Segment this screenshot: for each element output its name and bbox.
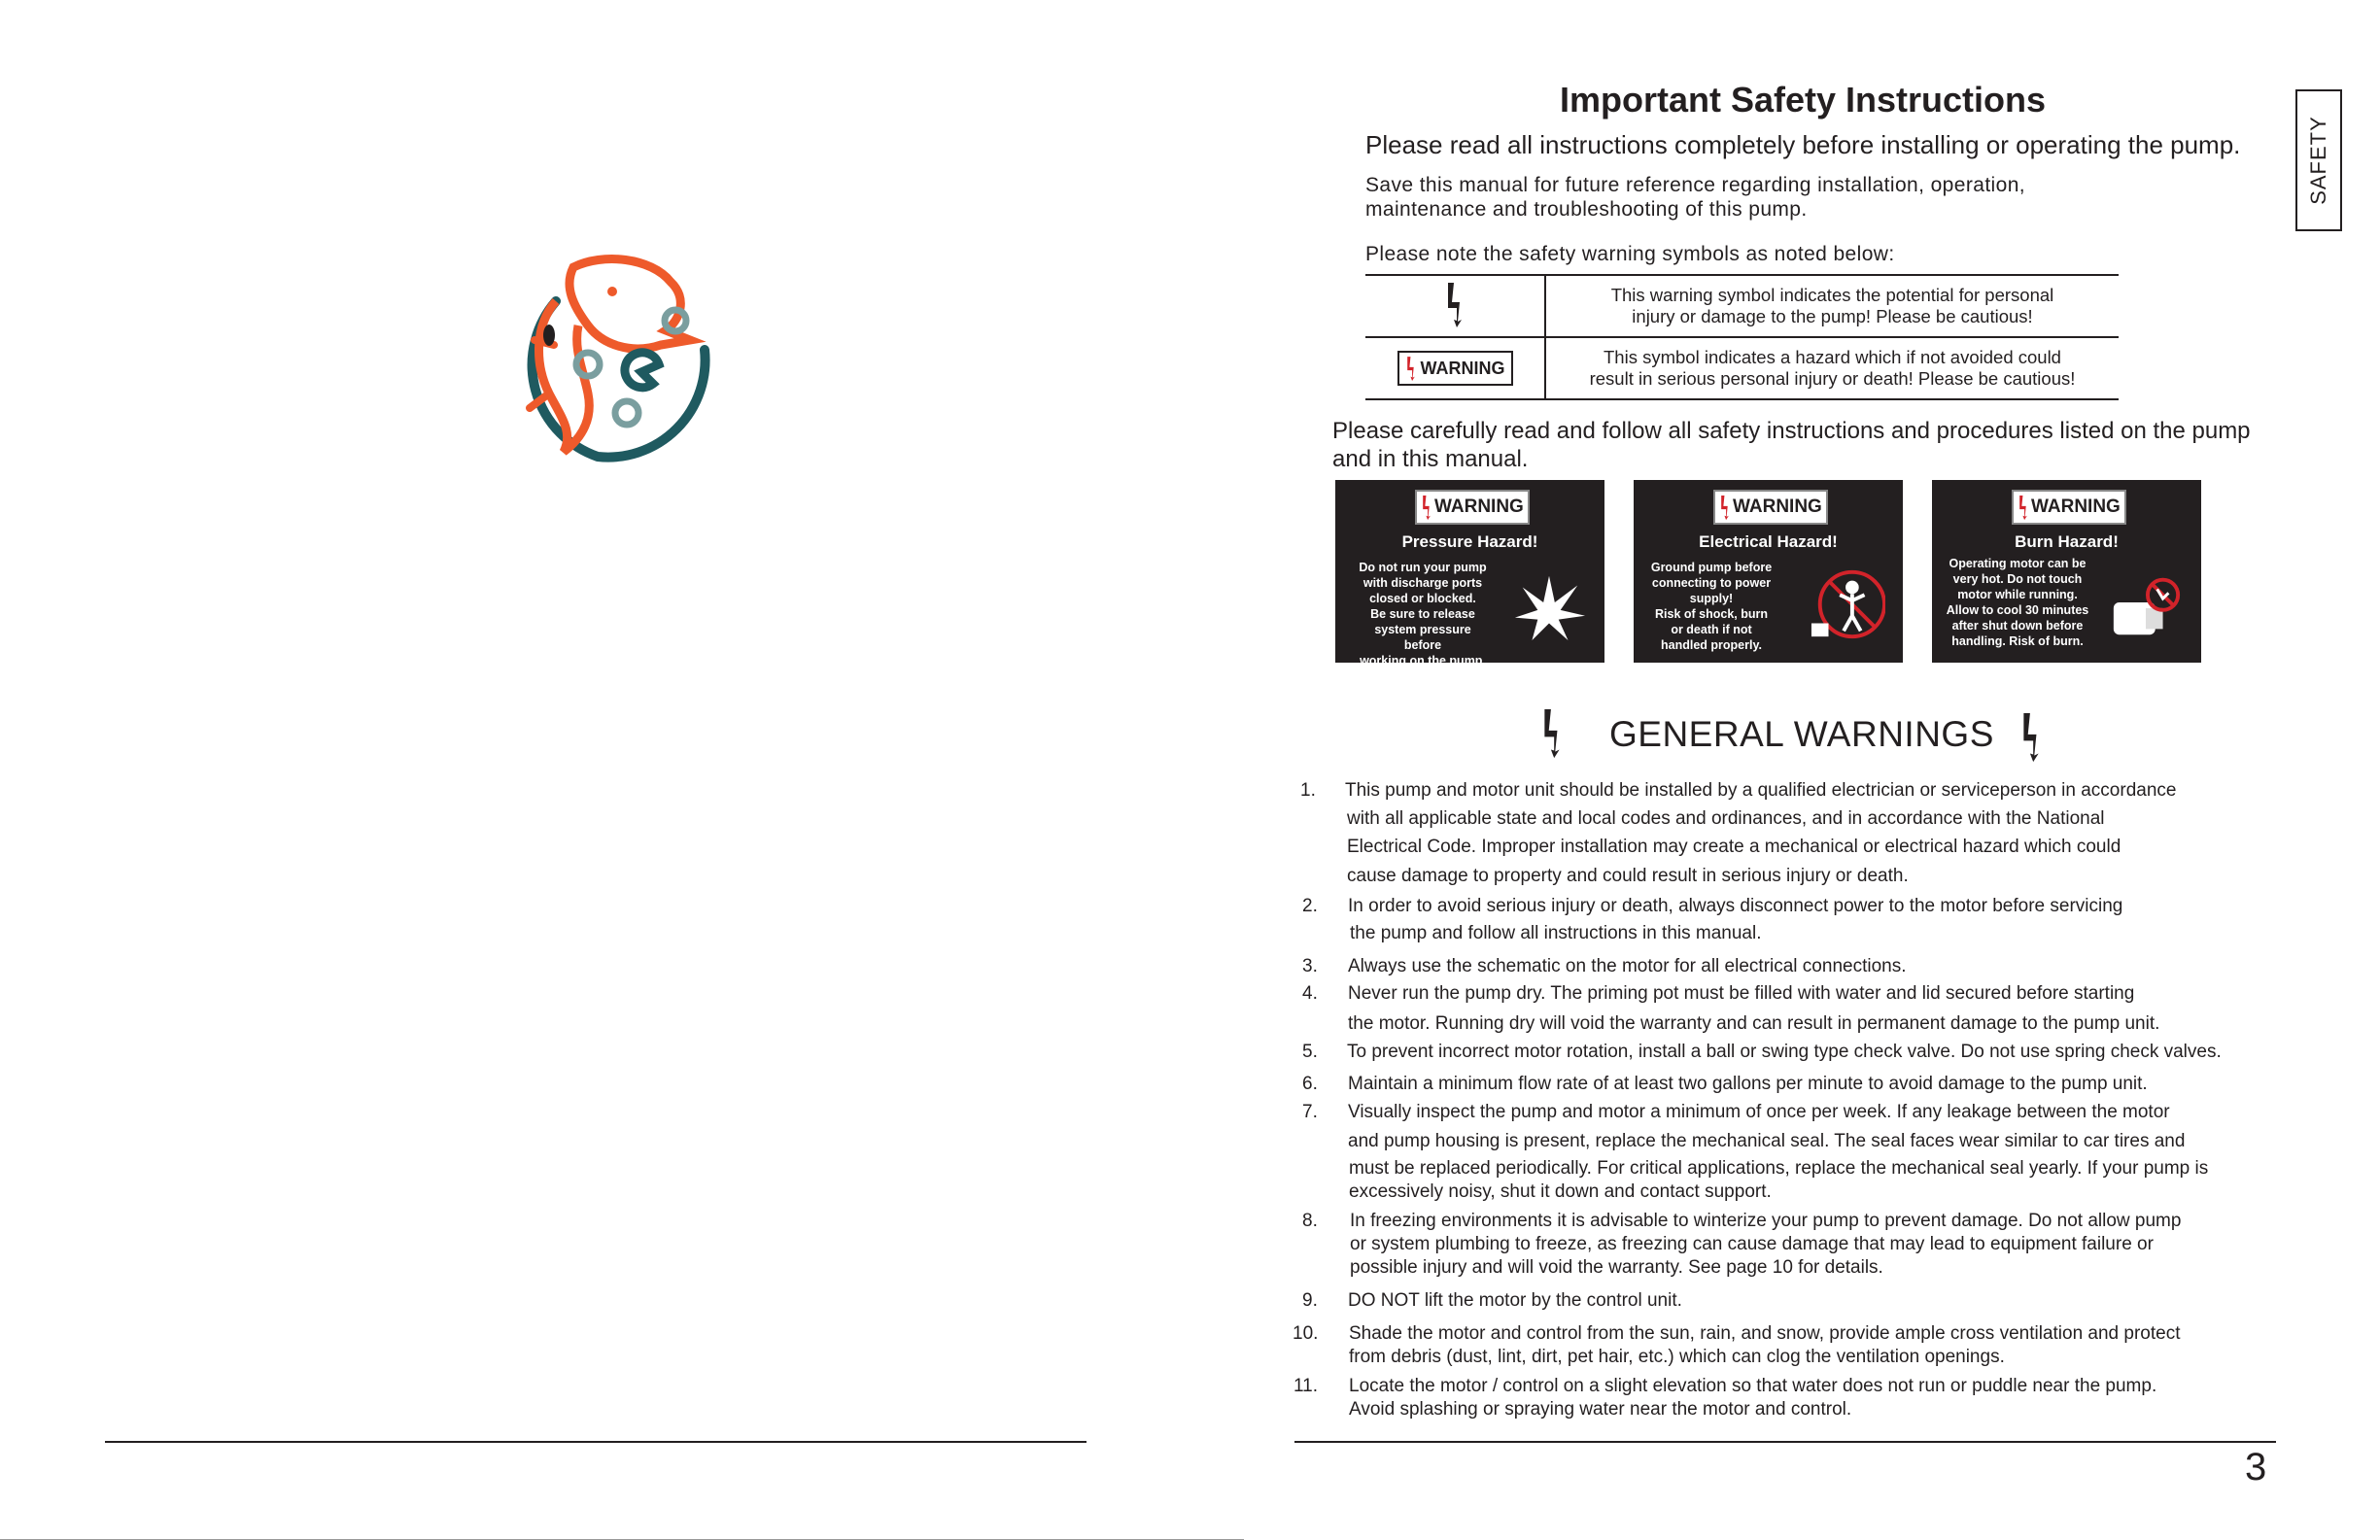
warning-line: excessively noisy, shut it down and contact support. (1349, 1181, 1772, 1202)
warning-line: Always use the schematic on the motor for all electrical connections. (1348, 956, 1907, 976)
symbols-note: Please note the safety warning symbols as noted below: (1365, 243, 1895, 265)
warning-number: 6. (1302, 1074, 1318, 1094)
warning-number: 2. (1302, 896, 1318, 916)
hazard-text-line: supply! (1689, 592, 1734, 605)
hazard-text-line: Ground pump before (1650, 561, 1773, 574)
hazard-text-line: system pressure before (1374, 623, 1471, 652)
safety-tab-label: SAFETY (2306, 116, 2330, 205)
read-follow-line-2: and in this manual. (1332, 446, 1529, 472)
warning-line: or system plumbing to freeze, as freezing can cause damage that may lead to equipment failure or (1350, 1234, 2154, 1254)
warning-number: 1. (1300, 780, 1316, 801)
hot-motor-icon (2108, 565, 2184, 643)
hazard-text-line: working on the pump. (1360, 654, 1486, 667)
hazard-text-line: very hot. Do not touch (1952, 572, 2083, 586)
hazard-title: Pressure Hazard! (1401, 532, 1538, 551)
hazard-title: Electrical Hazard! (1699, 532, 1838, 551)
hazard-text-line: or death if not (1671, 623, 1752, 636)
red-lightning-icon (1405, 356, 1417, 381)
symbol-description-line: injury or damage to the pump! Please be cautious! (1632, 306, 2033, 326)
save-manual-line-1: Save this manual for future reference regarding installation, operation, (1365, 174, 2026, 196)
hazard-title: Burn Hazard! (2015, 532, 2119, 551)
lightning-bolt-icon (1444, 281, 1466, 327)
warning-line: cause damage to property and could result in serious injury or death. (1347, 866, 1909, 886)
warning-line: Shade the motor and control from the sun, rain, and snow, provide ample cross ventilation and protect (1349, 1323, 2181, 1344)
warning-number: 3. (1302, 956, 1318, 976)
symbol-description-line: result in serious personal injury or death! Please be cautious! (1589, 368, 2076, 389)
warning-number: 11. (1293, 1376, 1319, 1396)
warning-line: from debris (dust, lint, dirt, pet hair, etc.) which can clog the ventilation openings. (1349, 1347, 2005, 1367)
hazard-text-line: after shut down before (1951, 619, 2084, 633)
right-page-footer-rule (1294, 1441, 2276, 1443)
hazard-text-line: Risk of shock, burn (1655, 607, 1768, 621)
hazard-text (1355, 560, 1491, 668)
symbol-cell (1365, 337, 1545, 399)
hazard-badge-label: WARNING (1434, 496, 1524, 517)
page-title: Important Safety Instructions (1559, 80, 2047, 120)
red-lightning-icon (1719, 494, 1731, 521)
hazard-badge-label: WARNING (1733, 496, 1822, 517)
general-warnings-title: GENERAL WARNINGS (1609, 714, 1994, 754)
explosion-icon (1511, 565, 1587, 643)
symbol-description (1545, 275, 2119, 337)
save-manual-line-2: maintenance and troubleshooting of this pump. (1365, 198, 1808, 221)
page-number: 3 (2245, 1446, 2267, 1489)
hazard-warning-badge (1713, 490, 1828, 525)
warning-line: the pump and follow all instructions in this manual. (1350, 923, 1762, 943)
warning-number: 8. (1302, 1211, 1318, 1231)
hazard-text-line: Be sure to release (1370, 607, 1475, 621)
symbol-cell (1365, 275, 1545, 337)
symbol-description-line: This warning symbol indicates the potential for personal (1610, 285, 2054, 305)
hazard-text (1643, 560, 1779, 653)
electrical-hazard-label (1634, 480, 1903, 663)
hazard-text-line: Allow to cool 30 minutes (1946, 603, 2089, 617)
save-manual-note (1365, 173, 2172, 222)
warning-badge-label: WARNING (1420, 359, 1505, 378)
pressure-hazard-label (1335, 480, 1604, 667)
warning-line: the motor. Running dry will void the warranty and can result in permanent damage to the pump unit. (1348, 1013, 2160, 1034)
hazard-text-line: with discharge ports (1362, 576, 1483, 590)
warning-line: DO NOT lift the motor by the control unit. (1348, 1290, 1682, 1311)
warning-number: 4. (1302, 983, 1318, 1004)
warning-line: Locate the motor / control on a slight elevation so that water does not run or puddle near the pump. (1349, 1376, 2157, 1396)
warning-line: In order to avoid serious injury or death, always disconnect power to the motor before servicing (1348, 896, 2123, 916)
symbol-row-lightning (1365, 275, 2119, 337)
read-follow-line-1: Please carefully read and follow all safety instructions and procedures listed on the pump (1332, 418, 2251, 444)
hazard-text-line: closed or blocked. (1369, 592, 1476, 605)
read-and-follow-note (1332, 417, 2265, 473)
hazard-text-line: Operating motor can be (1949, 557, 2087, 570)
hazard-text-line: handling. Risk of burn. (1951, 634, 2084, 648)
warning-line: and pump housing is present, replace the mechanical seal. The seal faces wear similar to car tires and (1348, 1131, 2186, 1151)
hazard-text-line: handled properly. (1661, 638, 1762, 652)
warning-line: with all applicable state and local codes and ordinances, and in accordance with the National (1347, 808, 2105, 829)
hazard-text-line: connecting to power (1651, 576, 1772, 590)
symbol-row-warning (1365, 337, 2119, 399)
warning-line: must be replaced periodically. For critical applications, replace the mechanical seal yearly. If your pump is (1349, 1158, 2209, 1179)
warning-line: Visually inspect the pump and motor a minimum of once per week. If any leakage between the motor (1348, 1102, 2170, 1122)
warning-number: 10. (1293, 1323, 1319, 1344)
lightning-bolt-icon (1540, 705, 1564, 760)
warning-symbols-table (1365, 274, 2119, 400)
burn-hazard-label (1932, 480, 2201, 663)
warning-badge (1397, 351, 1513, 386)
warning-line: Maintain a minimum flow rate of at least two gallons per minute to avoid damage to the pump unit. (1348, 1074, 2148, 1094)
red-lightning-icon (2018, 494, 2029, 521)
koi-fish-logo (496, 248, 719, 471)
warning-line: Avoid splashing or spraying water near the motor and control. (1349, 1399, 1852, 1420)
warning-number: 5. (1302, 1042, 1318, 1062)
lightning-bolt-icon (2019, 709, 2043, 764)
warning-number: 9. (1302, 1290, 1318, 1311)
warning-line: Electrical Code. Improper installation may create a mechanical or electrical hazard which could (1347, 837, 2121, 857)
warning-line: possible injury and will void the warranty. See page 10 for details. (1350, 1257, 1883, 1278)
electrocution-icon (1810, 565, 1885, 643)
hazard-warning-badge (2012, 490, 2126, 525)
hazard-badge-label: WARNING (2031, 496, 2121, 517)
warning-line: To prevent incorrect motor rotation, install a ball or swing type check valve. Do not use spring check valves. (1347, 1042, 2222, 1062)
symbol-description (1545, 337, 2119, 399)
hazard-text (1940, 556, 2095, 649)
hazard-warning-badge (1415, 490, 1530, 525)
red-lightning-icon (1421, 494, 1432, 521)
warning-line: Never run the pump dry. The priming pot must be filled with water and lid secured before starting (1348, 983, 2135, 1004)
hazard-text-line: motor while running. (1957, 588, 2078, 601)
left-page-footer-rule (105, 1441, 1087, 1443)
hazard-text-line: Do not run your pump (1359, 561, 1487, 574)
warning-line: In freezing environments it is advisable to winterize your pump to prevent damage. Do not allow pump (1350, 1211, 2182, 1231)
symbol-description-line: This symbol indicates a hazard which if not avoided could (1604, 347, 2061, 367)
subtitle: Please read all instructions completely before installing or operating the pump. (1365, 130, 2241, 159)
warning-number: 7. (1302, 1102, 1318, 1122)
warning-line: This pump and motor unit should be installed by a qualified electrician or serviceperson in accordance (1345, 780, 2177, 801)
